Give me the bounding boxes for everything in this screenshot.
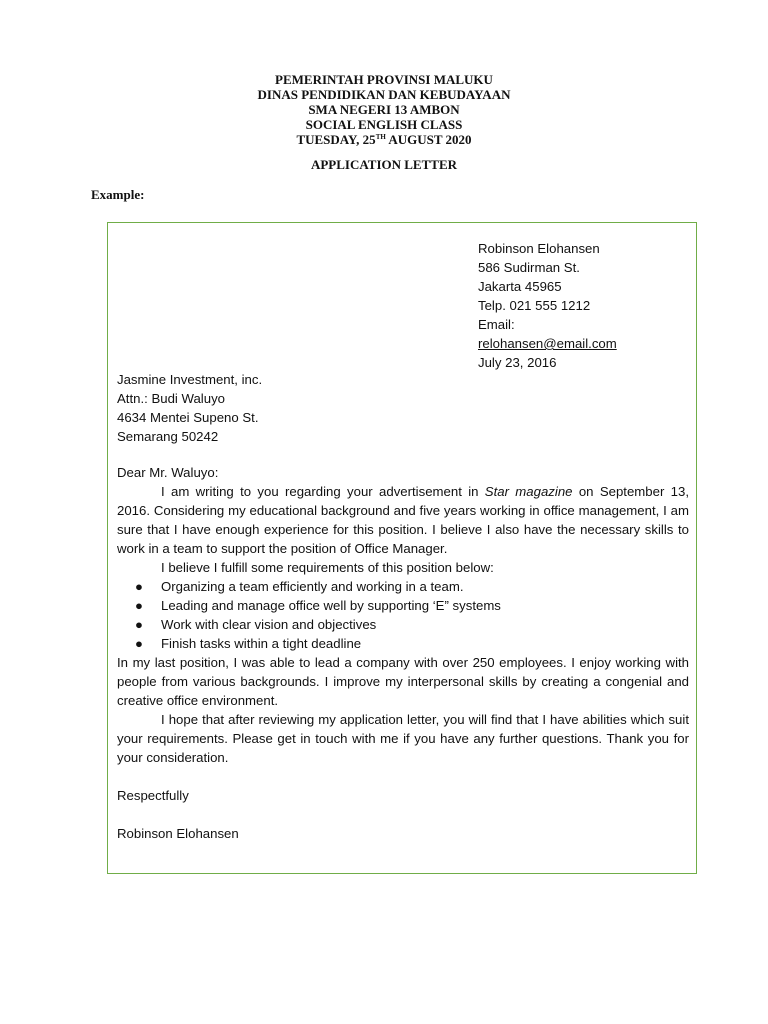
bullet-icon: ●: [135, 617, 143, 632]
sender-city: Jakarta 45965: [478, 279, 562, 294]
paragraph-intro-start: I am writing to you regarding your advertisement in: [161, 484, 485, 499]
paragraph-experience: In my last position, I was able to lead a company with over 250 employees. I enjoy working with people from various backgrounds. I improve my interpersonal skills by creating a congenial and creative office environment.: [117, 655, 689, 708]
signer-name: Robinson Elohansen: [117, 826, 239, 841]
closing-phrase: Respectfully: [117, 788, 189, 803]
header-date-suffix: TH: [375, 133, 386, 141]
requirement-text: Leading and manage office well by supporting ‘E” systems: [161, 598, 501, 613]
example-letter-box: [107, 222, 697, 874]
recipient-company: Jasmine Investment, inc.: [117, 372, 263, 387]
document-header: [0, 72, 768, 147]
header-line-date: [0, 132, 768, 147]
sender-street: 586 Sudirman St.: [478, 260, 580, 275]
header-line-province: PEMERINTAH PROVINSI MALUKU: [275, 72, 493, 87]
example-label: Example:: [91, 187, 145, 202]
salutation: Dear Mr. Waluyo:: [117, 465, 219, 480]
paragraph-requirements-intro: I believe I fulfill some requirements of this position below:: [161, 560, 494, 575]
sender-name: Robinson Elohansen: [478, 241, 600, 256]
header-date-prefix: TUESDAY, 25: [296, 132, 376, 147]
list-item: [135, 615, 689, 634]
letter-date: July 23, 2016: [478, 355, 557, 370]
list-item: [135, 596, 689, 615]
paragraph-intro: [117, 482, 689, 558]
requirement-text: Finish tasks within a tight deadline: [161, 636, 362, 651]
bullet-icon: ●: [135, 579, 143, 594]
recipient-city: Semarang 50242: [117, 429, 219, 444]
paragraph-intro-end: on September 13, 2016. Considering my educational background and five years working in office management, I am sure that I have enough experience for this position. I believe I also have the necessary skills to work in a team to support the position of Office Manager.: [117, 484, 689, 556]
requirements-list: [117, 577, 689, 653]
header-date-rest: AUGUST 2020: [385, 132, 472, 147]
sender-block: [478, 239, 688, 372]
paragraph-closing: I hope that after reviewing my application letter, you will find that I have abilities which suit your requirements. Please get in touch with me if you have any further questions. Thank you for your consideration.: [117, 712, 689, 765]
header-line-class: SOCIAL ENGLISH CLASS: [305, 117, 463, 132]
sender-phone: Telp. 021 555 1212: [478, 298, 591, 313]
recipient-attn: Attn.: Budi Waluyo: [117, 391, 225, 406]
requirement-text: Organizing a team efficiently and working in a team.: [161, 579, 464, 594]
letter-body: [117, 463, 689, 843]
recipient-street: 4634 Mentei Supeno St.: [117, 410, 259, 425]
recipient-block: [117, 370, 262, 446]
requirement-text: Work with clear vision and objectives: [161, 617, 377, 632]
list-item: [135, 577, 689, 596]
bullet-icon: ●: [135, 598, 143, 613]
document-title: APPLICATION LETTER: [310, 157, 458, 172]
magazine-name: Star magazine: [484, 484, 573, 499]
bullet-icon: ●: [135, 636, 143, 651]
header-line-department: DINAS PENDIDIKAN DAN KEBUDAYAAN: [257, 87, 511, 102]
header-line-school: SMA NEGERI 13 AMBON: [308, 102, 460, 117]
sender-email-label: Email:: [478, 317, 515, 332]
list-item: [135, 634, 689, 653]
sender-email-link[interactable]: relohansen@email.com: [478, 336, 617, 351]
